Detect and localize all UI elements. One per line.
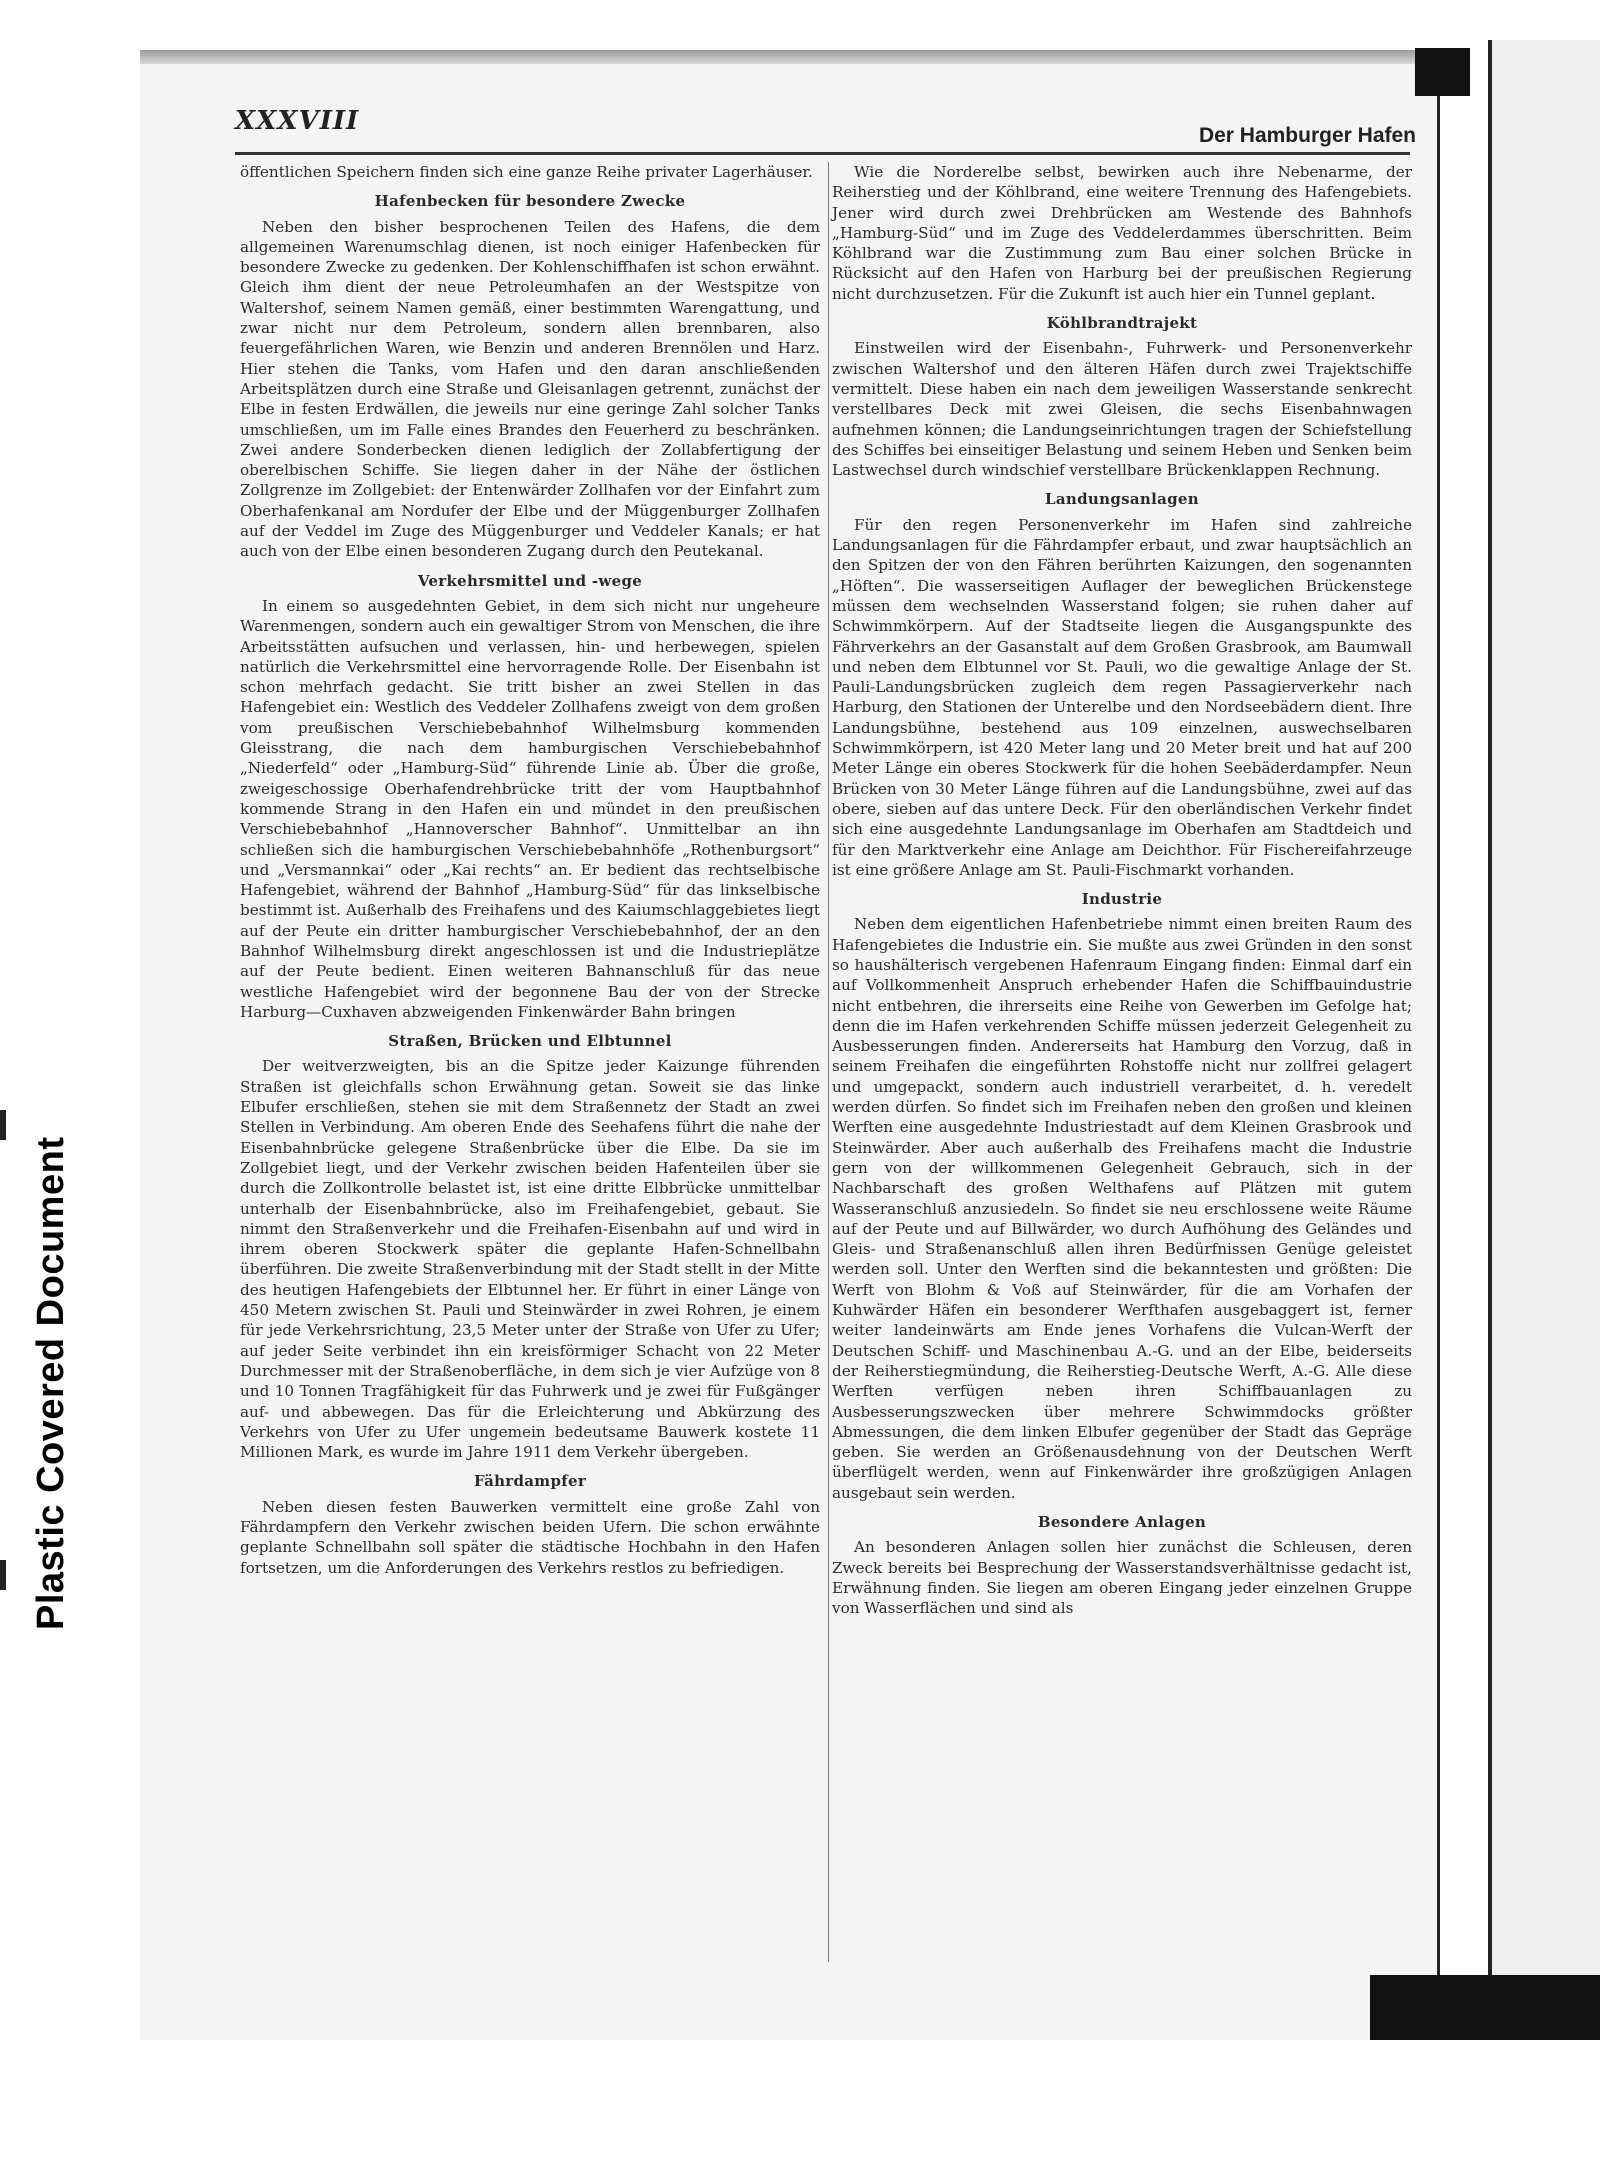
column-divider — [828, 162, 829, 1962]
right-intro: Wie die Norderelbe selbst, bewirken auch ihre Nebenarme, der Reiherstieg und der Köhlbrand, eine weitere Trennung des Hafengebiets. Jener wird durch zwei Drehbrücken am Westende des Bahnhofs „Hamburg-Süd“ und im Zuge des Veddelerdammes überschritten. Beim Köhlbrand war die Zustimmung zum Bau einer solchen Brücke in Rücksicht auf den Hafen von Harburg bei der preußischen Regierung nicht durchzusetzen. Für die Zukunft ist auch hier ein Tunnel geplant. — [832, 163, 1412, 303]
plastic-covered-label: Plastic Covered Document — [30, 1136, 72, 1630]
heading-koehlbrandtrajekt: Köhlbrandtrajekt — [1046, 314, 1198, 333]
scanner-mark — [0, 1560, 6, 1590]
right-column — [832, 162, 1412, 1618]
paragraph-besondere-anlagen: An besonderen Anlagen sollen hier zunächst die Schleusen, deren Zweck bereits bei Besprechung der Wasserstandsverhältnisse gedacht ist, Erwähnung finden. Sie liegen am oberen Eingang jeder einzelnen Gruppe von Wasserflächen und sind als — [832, 1538, 1412, 1618]
page-edge — [1437, 50, 1440, 2040]
paragraph-industrie: Neben dem eigentlichen Hafenbetriebe nimmt einen breiten Raum des Hafengebietes die Industrie ein. Sie mußte aus zwei Gründen in den sonst so haushälterisch vergebenen Hafenraum Eingang finden: Einmal darf ein auf Vollkommenheit Anspruch erhebender Hafen die Schiffbauindustrie nicht entbehren, die ihrerseits eine Reihe von Gewerben im Gefolge hat; denn die im Hafen verkehrenden Schiffe müssen jederzeit Gelegenheit zu Ausbesserungen finden. Andererseits hat Hamburg den Vorzug, daß in seinem Freihafen die eingeführten Rohstoffe nicht nur zollfrei gelagert und umgepackt, sondern auch industriell verarbeitet, d. h. veredelt werden dürfen. So findet sich im Freihafen neben den großen und kleinen Werften eine ausgedehnte Industriestadt auf dem Kleinen Grasbrook und Steinwärder. Aber auch außerhalb des Freihafens macht die Industrie gern von der willkommenen Gelegenheit Gebrauch, sich in der Nachbarschaft des großen Welthafens auf Plätzen mit gutem Wasseranschluß anzusiedeln. So findet sie neu erschlossene weite Räume auf der Peute und auf Billwärder, wo durch Aufhöhung des Geländes und Gleis- und Straßenanschluß allen ihren Bedürfnissen Genüge geleistet werden soll. Unter den Werften sind die bekanntesten und größten: Die Werft von Blohm & Voß auf Steinwärder, für die am Vorhafen der Kuhwärder Häfen ein besonderer Werfthafen ausgebaggert ist, ferner weiter landeinwärts am Ende jenes Vorhafens die Vulcan-Werft der Deutschen Schiff- und Maschinenbau A.-G. und an der Elbe, beiderseits der Reiherstiegmündung, die Reiherstieg-Deutsche Werft, A.-G. Alle diese Werften verfügen neben ihren Schiffbauanlagen zu Ausbesserungszwecken über mehrere Schwimmdocks größter Abmessungen, die dem linken Elbufer gegenüber der Stadt das Gepräge geben. Sie werden an Größenausdehnung von der Deutschen Werft überflügelt werden, wenn auf Finkenwärder ihre großzügigen Anlagen ausgebaut sein werden. — [832, 915, 1412, 1502]
scan-shadow-top — [1415, 48, 1470, 96]
heading-landungsanlagen: Landungsanlagen — [1045, 490, 1199, 509]
paragraph-faehrdampfer: Neben diesen festen Bauwerken vermittelt eine große Zahl von Fährdampfern den Verkehr zwischen beiden Ufern. Die schon erwähnte geplante Schnellbahn soll später die städtische Hochbahn in den Hafen fortsetzen, um die Anforderungen des Verkehrs restlos zu befriedigen. — [240, 1497, 820, 1577]
heading-verkehrsmittel: Verkehrsmittel und -wege — [417, 571, 643, 590]
paragraph-landungsanlagen: Für den regen Personenverkehr im Hafen sind zahlreiche Landungsanlagen für die Fährdampfer erbaut, und zwar hauptsächlich an den Spitzen der von den Fähren berührten Kaizungen, den sogenannten „Höften“. Die wasserseitigen Auflager der beweglichen Brückenstege müssen dem wechselnden Wasserstand folgen; sie ruhen daher auf Schwimmkörpern. Auf der Stadtseite liegen die Ausgangspunkte des Fährverkehrs an der Gasanstalt auf dem Großen Grasbrook, am Baumwall und neben dem Elbtunnel vor St. Pauli, wo die gewaltige Anlage der St. Pauli-Landungsbrücken zugleich dem regen Passagierverkehr nach Harburg, den Stationen der Unterelbe und den Nordseebädern dient. Ihre Landungsbühne, bestehend aus 109 einzelnen, auswechselbaren Schwimmkörpern, ist 420 Meter lang und 20 Meter breit und hat auf 200 Meter Länge ein oberes Stockwerk für die hohen Seebäderdampfer. Neun Brücken von 30 Meter Länge führen auf die Landungsbühne, zwei auf das obere, sieben auf das untere Deck. Für den oberländischen Verkehr findet sich eine ausgedehnte Landungsanlage im Oberhafen am Stadtdeich und für den Marktverkehr eine Anlage am Deichthor. Für Fischereifahrzeuge ist eine größere Anlage am St. Pauli-Fischmarkt vorhanden. — [832, 515, 1412, 879]
heading-strassen: Straßen, Brücken und Elbtunnel — [388, 1032, 672, 1051]
adjacent-page-fragment — [1492, 40, 1600, 2040]
scan-shadow-bottom — [1370, 1975, 1600, 2045]
page-number: XXXVIII — [235, 106, 360, 136]
header-rule — [235, 152, 1410, 155]
heading-faehrdampfer: Fährdampfer — [473, 1472, 587, 1491]
paragraph-hafenbecken: Neben den bisher besprochenen Teilen des Hafens, die dem allgemeinen Warenumschlag dienen, ist noch einiger Hafenbecken für besondere Zwecke zu gedenken. Der Kohlenschiffhafen ist schon erwähnt. Gleich ihm dient der neue Petroleumhafen an der Westspitze von Waltershof, seinem Namen gemäß, einer bestimmten Warengattung, und zwar nicht nur dem Petroleum, sondern allen brennbaren, also feuergefährlichen Waren, wie Benzin und anderen Brennölen und Harz. Hier stehen die Tanks, vom Hafen und den daran anschließenden Arbeitsplätzen durch eine Straße und Gleisanlagen getrennt, zunächst der Elbe in festen Erdwällen, die jeweils nur eine geringe Zahl solcher Tanks umschließen, um im Falle eines Brandes den Feuerherd zu beschränken. Zwei andere Sonderbecken dienen lediglich der Zollabfertigung der oberelbischen Schiffe. Sie liegen daher in der Nähe der östlichen Zollgrenze im Zollgebiet: der Entenwärder Zollhafen vor der Einfahrt zum Oberhafenkanal am Nordufer der Elbe und der Müggenburger Zollhafen auf der Veddel im Zuge des Müggenburger und Veddeler Kanals; er hat auch von der Elbe einen besonderen Zugang durch den Peutekanal. — [240, 217, 820, 561]
left-intro: öffentlichen Speichern finden sich eine ganze Reihe privater Lagerhäuser. — [240, 163, 813, 181]
heading-hafenbecken: Hafenbecken für besondere Zwecke — [374, 192, 686, 211]
scanner-left-margin — [0, 40, 140, 2040]
document-page — [140, 50, 1440, 2040]
scanner-top-margin — [0, 0, 1600, 50]
paragraph-verkehrsmittel: In einem so ausgedehnten Gebiet, in dem sich nicht nur ungeheure Warenmengen, sondern auch ein gewaltiger Strom von Menschen, die ihre Arbeitsstätten aufsuchen und verlassen, hin- und herbewegen, spielen natürlich die Verkehrsmittel eine hervorragende Rolle. Der Eisenbahn ist schon mehrfach gedacht. Sie tritt bisher an zwei Stellen in das Hafengebiet ein: Westlich des Veddeler Zollhafens zweigt von dem großen vom preußischen Verschiebebahnhof Wilhelmsburg kommenden Gleisstrang, die nach dem hamburgischen Verschiebebahnhof „Niederfeld“ oder „Hamburg-Süd“ führende Linie ab. Über die große, zweigeschossige Oberhafendrehbrücke tritt der vom Hauptbahnhof kommende Strang in den Hafen ein und mündet in den preußischen Verschiebebahnhof „Hannoverscher Bahnhof“. Unmittelbar an ihn schließen sich die hamburgischen Verschiebebahnhöfe „Rothenburgsort“ und „Versmannkai“ oder „Kai rechts“ an. Er bedient das rechtselbische Hafengebiet, während der Bahnhof „Hamburg-Süd“ für das linkselbische bestimmt ist. Außerhalb des Freihafens und des Kaiumschlaggebietes liegt auf der Peute ein dritter hamburgischer Verschiebebahnhof, der an den Bahnhof Wilhelmsburg direkt angeschlossen ist und die Industrieplätze auf der Peute bedient. Einen weiteren Bahnanschluß für das neue westliche Hafengebiet wird der begonnene Bau der von der Strecke Harburg—Cuxhaven abzweigenden Finkenwärder Bahn bringen — [240, 596, 820, 1021]
paragraph-koehlbrandtrajekt: Einstweilen wird der Eisenbahn-, Fuhrwerk- und Personenverkehr zwischen Waltershof und den älteren Häfen durch zwei Trajektschiffe vermittelt. Diese haben ein nach dem jeweiligen Wasserstande senkrecht verstellbares Deck mit zwei Gleisen, die sechs Eisenbahnwagen aufnehmen können; die Landungseinrichtungen tragen der Schiefstellung des Schiffes bei einseitiger Belastung und seinem Heben und Senken beim Lastwechsel durch windschief verstellbare Brückenklappen Rechnung. — [832, 339, 1412, 480]
heading-industrie: Industrie — [1081, 890, 1163, 909]
paragraph-strassen: Der weitverzweigten, bis an die Spitze jeder Kaizunge führenden Straßen ist gleichfalls schon Erwähnung getan. Soweit sie das linke Elbufer erschließen, stehen sie mit dem Straßennetz der Stadt an zwei Stellen in Verbindung. Am oberen Ende des Seehafens führt die nahe der Eisenbahnbrücke gelegene Straßenbrücke über die Elbe. Da sie im Zollgebiet liegt, und der Verkehr zwischen beiden Hafenteilen über sie durch die Zollkontrolle belastet ist, ist eine dritte Elbbrücke unmittelbar unterhalb der Eisenbahnbrücke, also im Freihafengebiet, gebaut. Sie nimmt den Straßenverkehr und die Freihafen-Eisenbahn auf und wird in ihrem oberen Stockwerk später die geplante Hafen-Schnellbahn überführen. Die zweite Straßenverbindung mit der Stadt stellt in der Mitte des heutigen Hafengebiets der Elbtunnel her. Er führt in einer Länge von 450 Metern zwischen St. Pauli und Steinwärder in zwei Rohren, je einem für jede Verkehrsrichtung, 23,5 Meter unter der Straße von Ufer zu Ufer; auf jeder Seite verbindet ihn ein kreisförmiger Schacht von 22 Meter Durchmesser mit der Straßenoberfläche, in dem sich je vier Aufzüge von 8 und 10 Tonnen Tragfähigkeit für das Fuhrwerk und je zwei für Fußgänger auf- und abbewegen. Das für die Erleichterung und Abkürzung des Verkehrs von Ufer zu Ufer ungemein bedeutsame Bauwerk kostete 11 Millionen Mark, es wurde im Jahre 1911 dem Verkehr übergeben. — [240, 1057, 820, 1462]
running-title: Der Hamburger Hafen — [1198, 124, 1416, 147]
scanner-mark — [0, 1110, 6, 1140]
scanner-bottom-margin — [0, 2040, 1600, 2177]
heading-besondere-anlagen: Besondere Anlagen — [1037, 1513, 1207, 1531]
left-column — [240, 162, 820, 1578]
page-top-edge — [140, 50, 1440, 64]
